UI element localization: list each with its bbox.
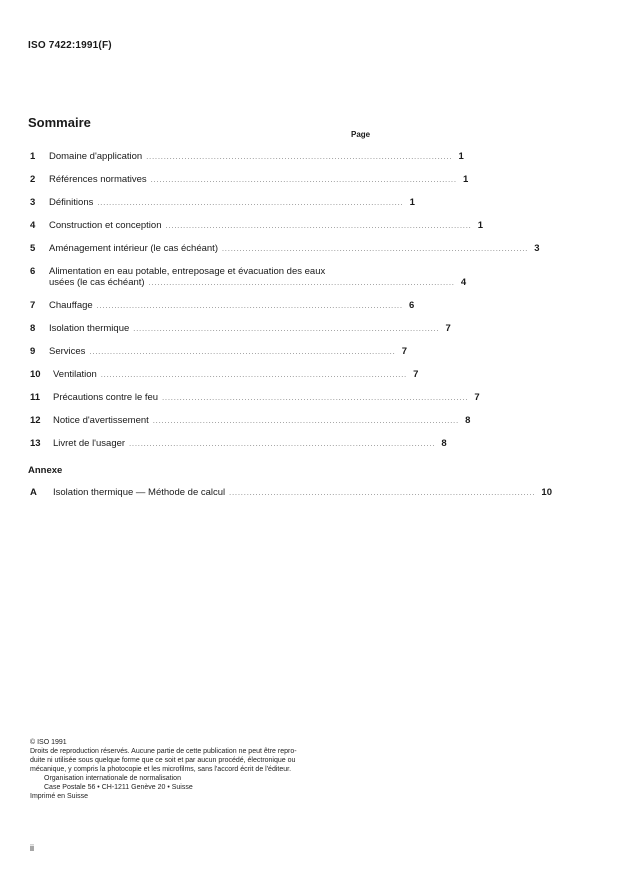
toc-label: Livret de l'usager	[53, 438, 126, 449]
toc-label: Construction et conception	[49, 220, 162, 231]
toc-number: 8	[30, 323, 36, 334]
toc-page: 7	[445, 323, 451, 334]
page-column-heading: Page	[351, 130, 371, 139]
leader-dots: ........................................................................................................	[221, 246, 529, 253]
toc-page: 7	[401, 346, 407, 357]
rights-line-3: mécanique, y compris la photocopie et les microfilms, sans l'accord écrit de l'éditeur.	[30, 766, 292, 773]
toc-number: 9	[30, 346, 36, 357]
leader-dots: ........................................................................................................	[165, 223, 472, 230]
toc-number: 4	[30, 220, 36, 231]
leader-dots: ........................................................................................................	[89, 349, 396, 356]
toc-page: 1	[409, 197, 415, 208]
leader-dots: ........................................................................................................	[152, 418, 460, 425]
toc-label: Chauffage	[49, 300, 93, 311]
toc-number: 11	[30, 392, 41, 403]
organisation-name: Organisation internationale de normalisation	[44, 775, 181, 782]
leader-dots: ........................................................................................................	[150, 177, 457, 184]
copyright-line: © ISO 1991	[30, 739, 67, 746]
rights-line-1: Droits de reproduction réservés. Aucune partie de cette publication ne peut être repro-	[30, 748, 297, 755]
toc-page: 7	[413, 369, 419, 380]
toc-label: Ventilation	[53, 369, 97, 380]
toc-label: Domaine d'application	[49, 151, 143, 162]
leader-dots: ........................................................................................................	[100, 372, 408, 379]
toc-number: 2	[30, 174, 36, 185]
toc-page: 10	[541, 487, 552, 498]
leader-dots: ........................................................................................................	[96, 303, 403, 310]
printed-in: Imprimé en Suisse	[30, 793, 88, 800]
toc-number: 10	[30, 369, 41, 380]
organisation-address: Case Postale 56 • CH-1211 Genève 20 • Suisse	[44, 784, 193, 791]
copyright-notice	[30, 738, 380, 801]
leader-dots: ........................................................................................................	[162, 395, 469, 402]
page-number: ii	[30, 843, 34, 853]
toc-label: Isolation thermique — Méthode de calcul	[53, 487, 226, 498]
toc-page: 1	[462, 174, 469, 185]
leader-dots: ........................................................................................................	[133, 326, 440, 333]
toc-number: 1	[30, 151, 36, 162]
toc-label: Notice d'avertissement	[53, 415, 149, 426]
page-title: Sommaire	[28, 115, 91, 130]
leader-dots: ........................................................................................................	[229, 490, 536, 497]
toc-number: 3	[30, 197, 36, 208]
toc-label: Définitions	[49, 197, 94, 208]
toc-number: A	[30, 487, 37, 498]
toc-page: 6	[408, 300, 415, 311]
toc-number: 13	[30, 438, 41, 449]
standard-identifier: ISO 7422:1991(F)	[28, 40, 112, 51]
leader-dots: ........................................................................................................	[148, 280, 455, 287]
toc-page: 8	[441, 438, 447, 449]
toc-label: Aménagement intérieur (le cas échéant)	[49, 243, 218, 254]
toc-number: 7	[30, 300, 36, 311]
leader-dots: ........................................................................................................	[129, 441, 436, 448]
leader-dots: ........................................................................................................	[146, 154, 453, 161]
toc-label: Services	[49, 346, 86, 357]
toc-number: 12	[30, 415, 41, 426]
toc-page: 7	[474, 392, 480, 403]
toc-number: 5	[30, 243, 36, 254]
toc-page: 4	[460, 277, 467, 288]
toc-label-line1: Alimentation en eau potable, entreposage et évacuation des eaux	[49, 266, 326, 277]
toc-page: 8	[465, 415, 471, 426]
toc-label: Références normatives	[49, 174, 147, 185]
toc-label: Isolation thermique	[49, 323, 130, 334]
toc-label: usées (le cas échéant)	[49, 277, 145, 288]
rights-line-2: duite ni utilisée sous quelque forme que ce soit et par aucun procédé, électronique ou	[30, 757, 296, 764]
toc-page: 1	[477, 220, 484, 231]
toc-label: Précautions contre le feu	[53, 392, 159, 403]
annex-heading: Annexe	[28, 465, 63, 476]
toc-page: 3	[534, 243, 540, 254]
leader-dots: ........................................................................................................	[97, 200, 404, 207]
toc-number: 6	[30, 266, 36, 277]
toc-page: 1	[458, 151, 464, 162]
